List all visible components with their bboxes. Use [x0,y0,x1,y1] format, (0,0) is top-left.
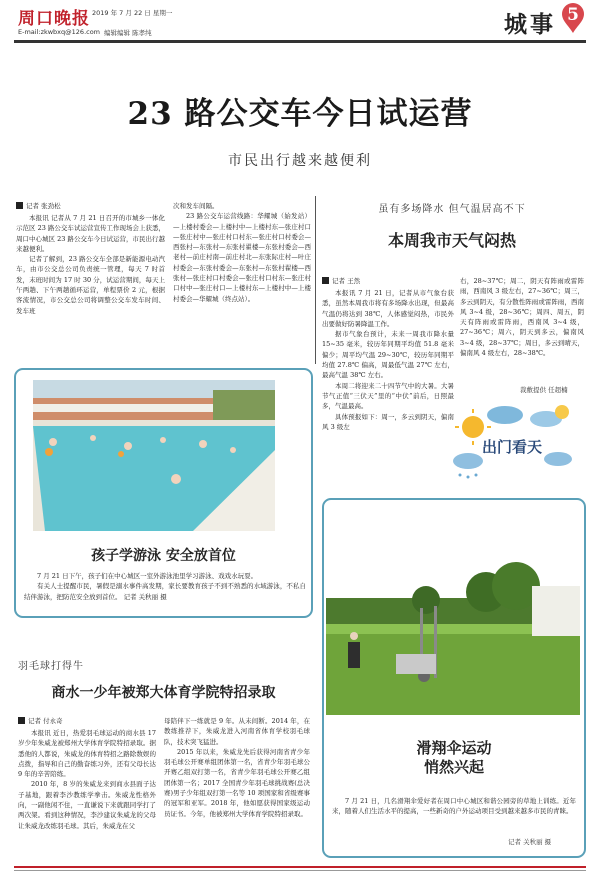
swimming-pool-image [33,380,275,531]
lead-col-2 [173,201,311,341]
paraglide-title-line-1: 滑翔伞运动 [416,739,492,757]
weather-graphic-text: 出门看天 [482,438,543,456]
footer-rule-red [14,866,586,868]
paragraph: 2010 年，8 岁的朱威龙来到商水县面子达子基地，跟着李沙教练学拳击。朱威龙性格外向，一副他闲不住，一直谦说下来就跟同学打了两次架。看到这种情况，李沙建议朱威龙的父母让朱威龙改练羽毛球。其后，朱威龙在父 [18,780,156,830]
paragraph: 据市气象台预计，未来一周我市降水量 15~35 毫米，较历年同期平均值 51.8 毫米偏少；周平均气温 29~30℃，较历年同期平均值 27.8℃ 偏高，周最低气温 27℃ 左右，最高气温 38℃ 左右。 [322,330,454,380]
paragraph: 母陪伴下一练就是 9 年。从未间断。2014 年，在教练推荐下，朱威龙进入河南省体育学校羽毛球队，技术突飞猛进。 [164,717,310,746]
byline-text: 记者 张劲松 [26,202,61,210]
footer-rule [14,870,586,871]
paragraph: 7 月 21 日，几名滑翔伞爱好者在周口中心城区和谐公园旁的草地上训练。近年来，随着人们生活水平的提高，一些新奇的户外运动项目受到越来越多市民的青睐。 [332,797,576,816]
badminton-kicker: 羽毛球打得牛 [18,661,84,672]
editors: 编辑编辑 陈孝纯 [104,29,152,37]
section-title: 城事 [504,11,556,38]
newspaper-logo: 周口晚报 [18,9,90,29]
weather-col-2 [460,276,584,372]
badminton-byline [18,716,63,725]
paragraph: 2015 年以来，朱威龙先后获得河南省青少年羽毛球公开赛单组团体第一名，省青少年羽毛球公开赛乙组双打第一名，省青少年羽毛球公开赛乙组团体第一名；2017 全国青少年羽毛球挑战赛(总决赛)男子少年组双打第一名等 10 项国家和省级赛事的冠军和亚军。2018 年，他如愿获得国家级运动员证书。今年，他被郑州大学体育学院特招录取。 [164,747,310,818]
page-number: 5 [567,5,579,25]
swim-caption-text [24,571,306,615]
paragraph: 本报讯 7 月 21 日，记者从市气象台获悉，虽然本周我市将有多场降水出现，但最高气温仍将达到 38℃，人体感觉闷热，市民外出要做好防暑降温工作。 [322,289,454,328]
paragraph: 具体预报如下：周一，多云到阴天，偏南风 3 级左 [322,412,454,431]
weather-kicker: 虽有多场降水 但气温居高不下 [378,204,526,215]
lead-subhead: 市民出行越来越便利 [228,153,372,169]
paragliding-image [326,536,580,715]
swim-caption-title: 孩子学游泳 安全放首位 [91,548,236,564]
byline-text: 记者 王然 [332,277,361,285]
weather-col-1 [322,288,454,488]
weather-credit: 裁敷提供 任超楠 [520,386,568,394]
paragraph: 有关人士提醒市民，暑假是溺水事件高发期，家长要教育孩子不到不熟悉的水域游泳，不私自结伴游泳，把防范安全放到首位。 记者 关秋丽 摄 [24,582,306,601]
byline-marker-icon [18,717,25,724]
paragraph: 记者了解到，23 路公交车全部是新能源电动汽车，由市公交总公司负责统一管理，每天 7 时首发，末班时间为 17 时 30 分，试运营期间，每天上午两趟、下午两趟循环运营，单程票价 2 元，根据客流情况，市公交总公司将调整公交车发车时间、发车班 [16,255,165,315]
badminton-col-2 [164,716,310,856]
weather-byline [322,276,360,285]
lead-col-1 [16,213,165,341]
swimming-pool-photo [33,380,275,531]
lead-byline [16,201,61,210]
byline-text: 记者 付永奇 [28,717,63,725]
lead-headline: 23 路公交车今日试运营 [127,96,473,132]
email: E-mail:zkwbxq@126.com [18,28,101,36]
badminton-col-1 [18,728,156,856]
byline-marker-icon [16,202,23,209]
paragraph: 次和发车间隔。 [173,202,219,210]
paraglide-title-line-2: 悄然兴起 [423,758,484,776]
byline-marker-icon [322,277,329,284]
paragliding-photo [326,536,580,715]
paragraph: 23 路公交车运营线路：华耀城（始发站）—上楼村委会—上楼村中—上楼村东—张庄村口—张庄村中—张庄村口村东—张庄村口村委会—西张村—东张村—东张村翟楼—东张村委会—西老村—前庄村南—前庄村北—东张际庄村—叶庄村委会—东张村委会—东张村—东张村翟楼—西张村—张庄村口村委会—张庄村口村东—张庄村口村中—张庄村口—上楼村东—上楼村中—上楼村委会—华耀城（终点站）。 [173,212,311,303]
weather-headline: 本周我市天气闷热 [387,231,516,250]
paragraph: 7 月 21 日下午，孩子们在中心城区一室外游泳池里学习游泳、戏戏水玩耍。 [37,572,258,580]
column-divider [315,196,316,364]
paraglide-caption-text [332,796,576,828]
badminton-headline: 商水一少年被郑大体育学院特招录取 [51,685,276,701]
paragraph: 本周二将迎来二十四节气中的大暑。大暑节气正值“三伏天”里的“中伏”前后，日照最多，气温最高。 [322,381,454,411]
paragraph: 本报讯 近日，热爱羽毛球运动的商水县 17 岁少年朱威龙被郑州大学体育学院特招录取。据悉他的人都说，朱威龙的体育特招之路除数娱的点拨，指导和自己的勤奋练习外，还有父母长达 9 年的辛苦陪练。 [18,729,156,779]
masthead-rule [14,40,586,43]
date-line: 2019 年 7 月 22 日 星期一 [92,9,173,17]
paragraph: 本报讯 记者从 7 月 21 日召开的市城乡一体化示范区 23 路公交车试运营宣传工作现场会上获悉，周口中心城区 23 路公交车今日试运营，市民出行越来越便利。 [16,214,165,253]
paraglide-credit: 记者 关秋丽 摄 [508,838,552,846]
paragraph: 右，28~37℃；周二，阴天有阵雨或雷阵雨，西南风 3 级左右，27~36℃；周三，多云到阴天，有分散性阵雨或雷阵雨，西南风 3~4 级，28~36℃；周四、周五，阴天有阵雨或雷阵雨，西南风 3~4 级，27~36℃；周六，阴天到多云，偏南风 3~4 级，28~37℃；周日，多云到晴天，偏南风 4 级左右，28~38℃。 [460,277,584,358]
